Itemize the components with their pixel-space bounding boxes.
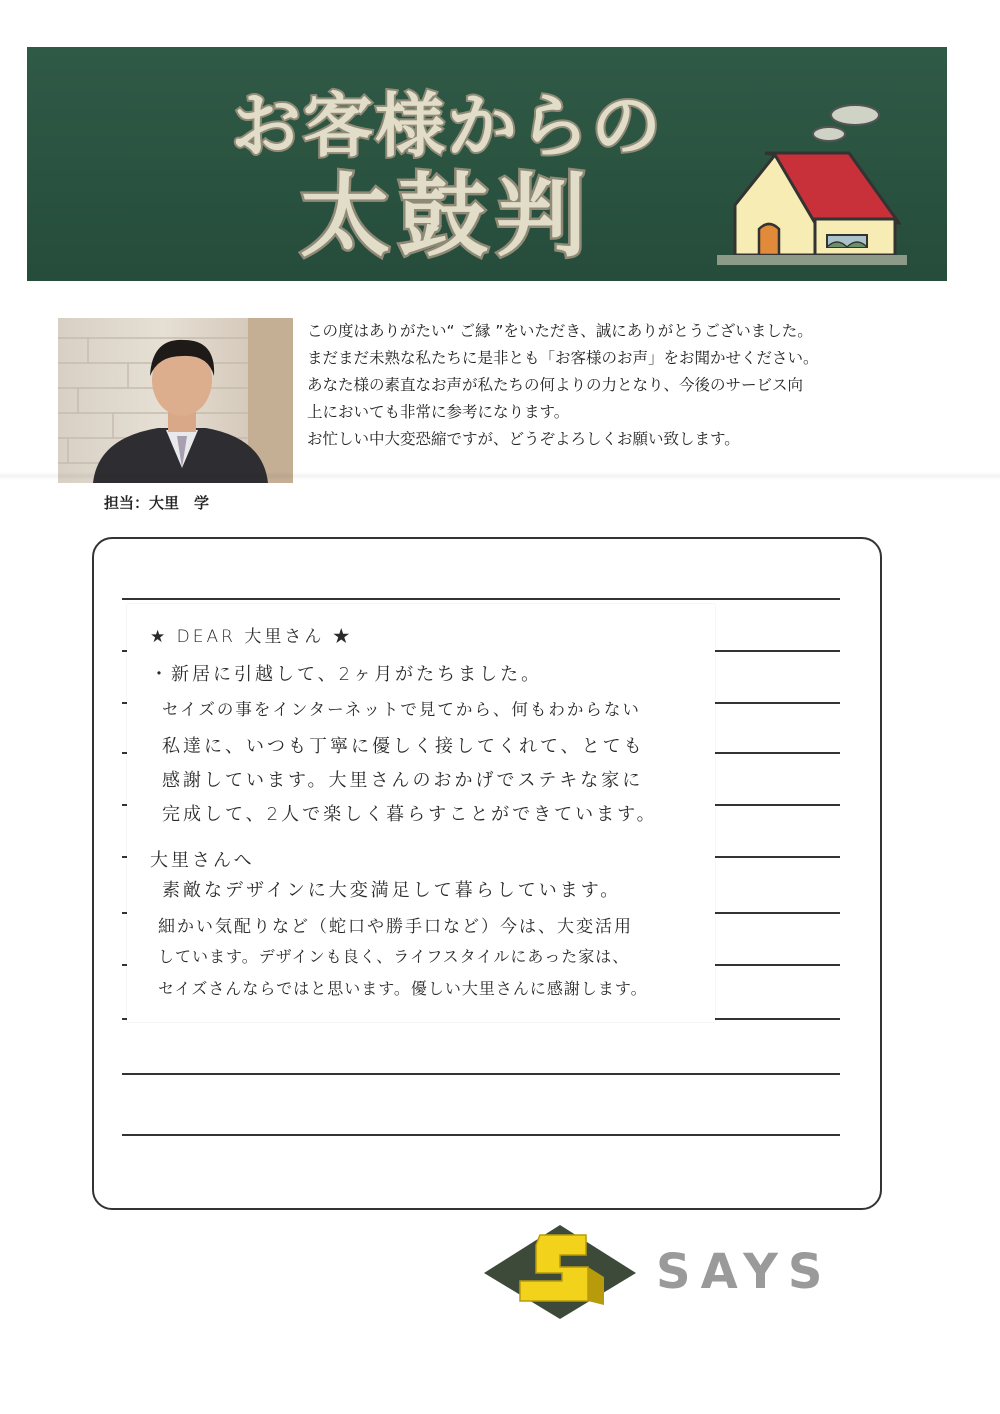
intro-line: お忙しい中大変恐縮ですが、どうぞよろしくお願い致します。 [307,430,740,448]
intro-text [307,318,927,453]
intro-line: あなた様の素直なお声が私たちの何よりの力となり、今後のサービス向 [307,376,804,394]
brand-name: SAYS [656,1244,833,1300]
letter-line: セイズさんならではと思います。優しい大里さんに感謝します。 [158,979,648,998]
staff-caption: 担当：大里 学 [104,494,210,512]
ruled-line [122,1134,840,1136]
intro-line: 上においても非常に参考になります。 [307,403,570,421]
letter-line: ・新居に引越して、2ヶ月がたちました。 [150,664,543,685]
house-illustration [687,97,907,277]
intro-line: この度はありがたい“ ご縁 ”をいただき、誠にありがとうございました。 [307,322,813,340]
title-line-2: 太鼓判 [300,164,594,269]
letter-greeting: ★ DEAR 大里さん ★ [150,627,353,647]
letter-line: 細かい気配りなど（蛇口や勝手口など）今は、大変活用 [158,917,633,937]
letter-line: 大里さんへ [150,850,255,871]
letter-line: セイズの事をインターネットで見てから、何もわからない [162,700,641,719]
letter-line: 感謝しています。大里さんのおかげでステキな家に [162,770,644,791]
staff-photo [58,318,293,483]
title-line-1: お客様からの [231,85,663,167]
banner-title [217,85,677,267]
staff-photo-image [58,318,293,483]
ruled-line [122,598,840,600]
letter-line: 私達に、いつも丁寧に優しく接してくれて、とても [162,736,645,757]
ruled-line [122,1073,840,1075]
intro-line: まだまだ未熟な私たちに是非とも「お客様のお声」をお聞かせください。 [307,349,819,367]
says-logo-mark [480,1221,640,1321]
header-banner [27,47,947,281]
letter-line: 完成して、2人で楽しく暮らすことができています。 [162,804,658,825]
scan-artifact [0,472,1000,480]
letter-line: 素敵なデザインに大変満足して暮らしています。 [162,880,622,901]
letter-line: しています。デザインも良く、ライフスタイルにあった家は、 [158,947,630,966]
